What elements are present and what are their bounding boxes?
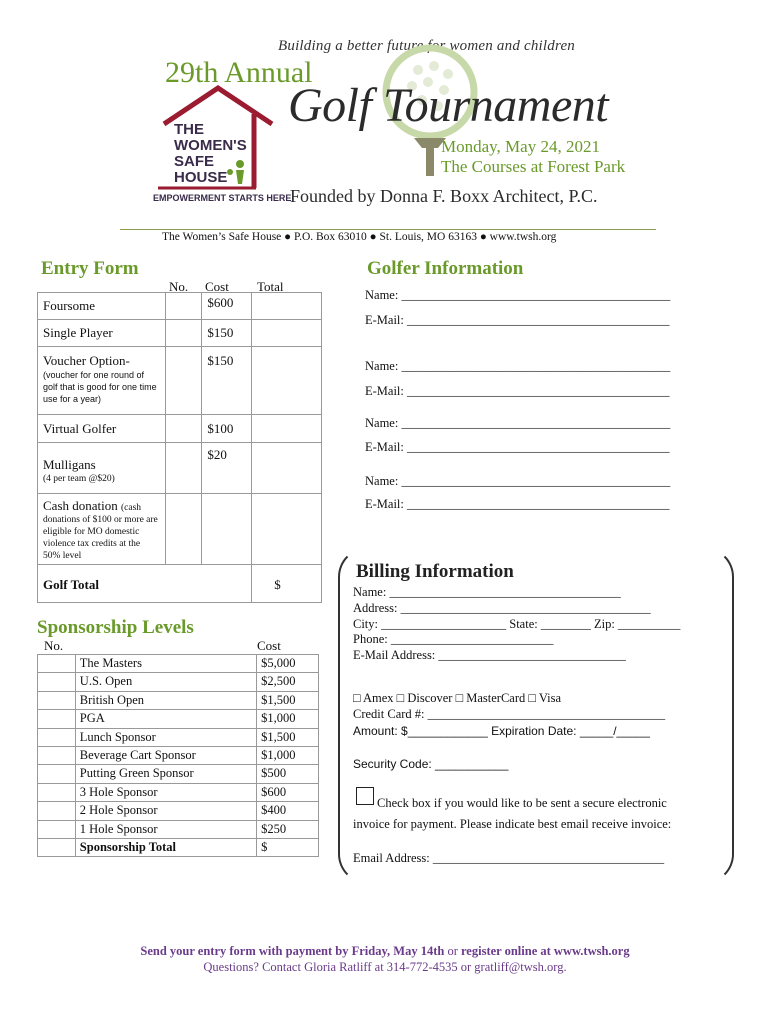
card-type-checkboxes[interactable]: □ Amex □ Discover □ MasterCard □ Visa — [353, 691, 562, 705]
footer-or: or — [444, 944, 461, 958]
footer-contact: Questions? Contact Gloria Ratliff at 314-772-4535 or gratliff@twsh.org. — [203, 960, 567, 974]
sponsorship-cost: $1,000 — [257, 710, 319, 728]
entry-table — [37, 292, 322, 603]
sponsorship-total-label: Sponsorship Total — [75, 839, 256, 857]
golfer-2-email-field[interactable]: E-Mail: __________________________________________ — [365, 384, 670, 398]
golf-total-label: Golf Total — [38, 565, 252, 603]
sponsorship-name: Putting Green Sponsor — [75, 765, 256, 783]
table-row — [38, 673, 319, 691]
golfer-3-email-field[interactable]: E-Mail: __________________________________________ — [365, 440, 670, 454]
entry-total-field[interactable] — [252, 415, 322, 443]
golf-total-value[interactable]: $ — [252, 565, 322, 603]
entry-no-field[interactable] — [165, 443, 202, 494]
table-row — [38, 747, 319, 765]
entry-label: Virtual Golfer — [38, 415, 166, 443]
sponsorship-cost: $5,000 — [257, 655, 319, 673]
tagline: Building a better future for women and children — [278, 38, 576, 54]
sponsorship-name: 1 Hole Sponsor — [75, 820, 256, 838]
invoice-text-1: Check box if you would like to be sent a secure electronic — [377, 796, 667, 810]
sponsorship-total-value[interactable]: $ — [257, 839, 319, 857]
invoice-text-2: invoice for payment. Please indicate best email receive invoice: — [353, 817, 672, 831]
sponsorship-name: PGA — [75, 710, 256, 728]
golfer-2-name-field[interactable]: Name: ___________________________________________ — [365, 359, 671, 373]
sponsorship-no-field[interactable] — [38, 802, 76, 820]
billing-heading: Billing Information — [356, 561, 514, 582]
sponsorship-cost: $1,500 — [257, 728, 319, 746]
entry-no-field[interactable] — [165, 415, 202, 443]
credit-card-field[interactable]: Credit Card #: ______________________________________ — [353, 707, 666, 721]
sponsorship-cost: $2,500 — [257, 673, 319, 691]
security-code-field[interactable]: Security Code: ___________ — [353, 757, 509, 771]
table-row — [38, 320, 322, 347]
golfer-4-email-field[interactable]: E-Mail: __________________________________________ — [365, 497, 670, 511]
sponsorship-name: The Masters — [75, 655, 256, 673]
entry-total-field[interactable] — [252, 320, 322, 347]
billing-address-field[interactable]: Address: ________________________________________ — [353, 601, 651, 615]
entry-cost — [202, 494, 252, 565]
entry-no-field[interactable] — [165, 494, 202, 565]
sponsorship-name: Beverage Cart Sponsor — [75, 747, 256, 765]
address-line: The Women’s Safe House ● P.O. Box 63010 ● St. Louis, MO 63163 ● www.twsh.org — [162, 231, 557, 243]
sponsorship-no-field[interactable] — [38, 655, 76, 673]
entry-no-field[interactable] — [165, 293, 202, 320]
table-row — [38, 802, 319, 820]
sponsorship-cost: $1,000 — [257, 747, 319, 765]
billing-email-field[interactable]: E-Mail Address: ______________________________ — [353, 648, 626, 662]
entry-cost: $600 — [202, 293, 252, 320]
entry-total-field[interactable] — [252, 293, 322, 320]
entry-form-heading: Entry Form — [41, 258, 139, 279]
entry-total-field[interactable] — [252, 494, 322, 565]
sponsorship-name: Lunch Sponsor — [75, 728, 256, 746]
event-date: Monday, May 24, 2021 — [441, 137, 600, 156]
sponsorship-name: 3 Hole Sponsor — [75, 783, 256, 801]
entry-label: Mulligans — [43, 457, 96, 472]
entry-note: (voucher for one round of golf that is good for one time use for a year) — [43, 370, 157, 404]
entry-total-field[interactable] — [252, 443, 322, 494]
amount-expiration-field[interactable]: Amount: $____________ Expiration Date: _____/_____ — [353, 724, 650, 738]
sponsorship-heading: Sponsorship Levels — [37, 617, 194, 638]
sponsorship-no-field[interactable] — [38, 783, 76, 801]
sponsorship-no-field[interactable] — [38, 839, 76, 857]
footer-instructions — [0, 944, 770, 959]
sponsorship-cost: $500 — [257, 765, 319, 783]
table-row — [38, 415, 322, 443]
billing-name-field[interactable]: Name: _____________________________________ — [353, 585, 621, 599]
sponsorship-no-field[interactable] — [38, 747, 76, 765]
sponsorship-no-field[interactable] — [38, 673, 76, 691]
table-row — [38, 710, 319, 728]
sponsorship-name: 2 Hole Sponsor — [75, 802, 256, 820]
billing-phone-field[interactable]: Phone: __________________________ — [353, 632, 554, 646]
footer-deadline: Send your entry form with payment by Friday, May 14th — [140, 944, 445, 958]
entry-cost: $150 — [202, 347, 252, 415]
table-row — [38, 728, 319, 746]
sponsorship-name: U.S. Open — [75, 673, 256, 691]
entry-note: donations of $100 or more are eligible for MO domestic violence tax credits at the 50% level — [43, 515, 158, 561]
logo-text: THE WOMEN'S SAFE HOUSE — [174, 121, 247, 186]
annual-label: 29th Annual — [165, 56, 313, 89]
table-row — [38, 655, 319, 673]
golfer-3-name-field[interactable]: Name: ___________________________________________ — [365, 416, 671, 430]
entry-col-total: Total — [257, 279, 284, 294]
entry-label-cell — [38, 347, 166, 415]
entry-note: (4 per team @$20) — [43, 474, 115, 484]
billing-city-state-zip-field[interactable]: City: ____________________ State: ________ Zip: __________ — [353, 617, 681, 631]
table-row — [38, 691, 319, 709]
sponsorship-col-cost: Cost — [257, 638, 281, 653]
sponsorship-cost: $250 — [257, 820, 319, 838]
sponsorship-table — [37, 654, 319, 857]
table-row — [38, 347, 322, 415]
logo-tagline: EMPOWERMENT STARTS HERE — [153, 193, 292, 203]
sponsorship-no-field[interactable] — [38, 820, 76, 838]
entry-col-cost: Cost — [205, 279, 229, 294]
sponsorship-no-field[interactable] — [38, 728, 76, 746]
entry-label: Voucher Option- — [43, 353, 130, 368]
entry-label-cell — [38, 494, 166, 565]
table-row — [38, 820, 319, 838]
entry-label: Foursome — [38, 293, 166, 320]
entry-label-cell — [38, 443, 166, 494]
golfer-1-email-field[interactable]: E-Mail: __________________________________________ — [365, 313, 670, 327]
sponsorship-no-field[interactable] — [38, 691, 76, 709]
golfer-4-name-field[interactable]: Name: ___________________________________________ — [365, 474, 671, 488]
sponsorship-no-field[interactable] — [38, 765, 76, 783]
sponsorship-cost: $600 — [257, 783, 319, 801]
table-row — [38, 839, 319, 857]
event-venue: The Courses at Forest Park — [441, 157, 626, 176]
event-title: Golf Tournament — [288, 79, 609, 132]
founded-by: Founded by Donna F. Boxx Architect, P.C. — [290, 186, 598, 206]
sponsorship-cost: $1,500 — [257, 691, 319, 709]
entry-label: Cash donation — [43, 498, 118, 513]
header-divider — [120, 229, 656, 230]
invoice-email-field[interactable]: Email Address: _____________________________________ — [353, 851, 665, 865]
table-row — [38, 783, 319, 801]
sponsorship-name: British Open — [75, 691, 256, 709]
entry-cost: $150 — [202, 320, 252, 347]
invoice-checkbox[interactable] — [356, 787, 374, 805]
sponsorship-col-no: No. — [44, 638, 64, 653]
entry-col-no: No. — [169, 279, 189, 294]
golfer-info-heading: Golfer Information — [367, 258, 524, 279]
entry-label: Single Player — [38, 320, 166, 347]
entry-cost: $20 — [202, 443, 252, 494]
entry-cost: $100 — [202, 415, 252, 443]
golfer-1-name-field[interactable]: Name: ___________________________________________ — [365, 288, 671, 302]
entry-no-field[interactable] — [165, 320, 202, 347]
table-row — [38, 565, 322, 603]
table-row — [38, 443, 322, 494]
table-row — [38, 765, 319, 783]
entry-total-field[interactable] — [252, 347, 322, 415]
entry-no-field[interactable] — [165, 347, 202, 415]
sponsorship-cost: $400 — [257, 802, 319, 820]
footer-register-link[interactable]: register online at www.twsh.org — [460, 944, 630, 958]
entry-label-small: (cash — [121, 503, 142, 513]
table-row — [38, 494, 322, 565]
table-row — [38, 293, 322, 320]
sponsorship-no-field[interactable] — [38, 710, 76, 728]
